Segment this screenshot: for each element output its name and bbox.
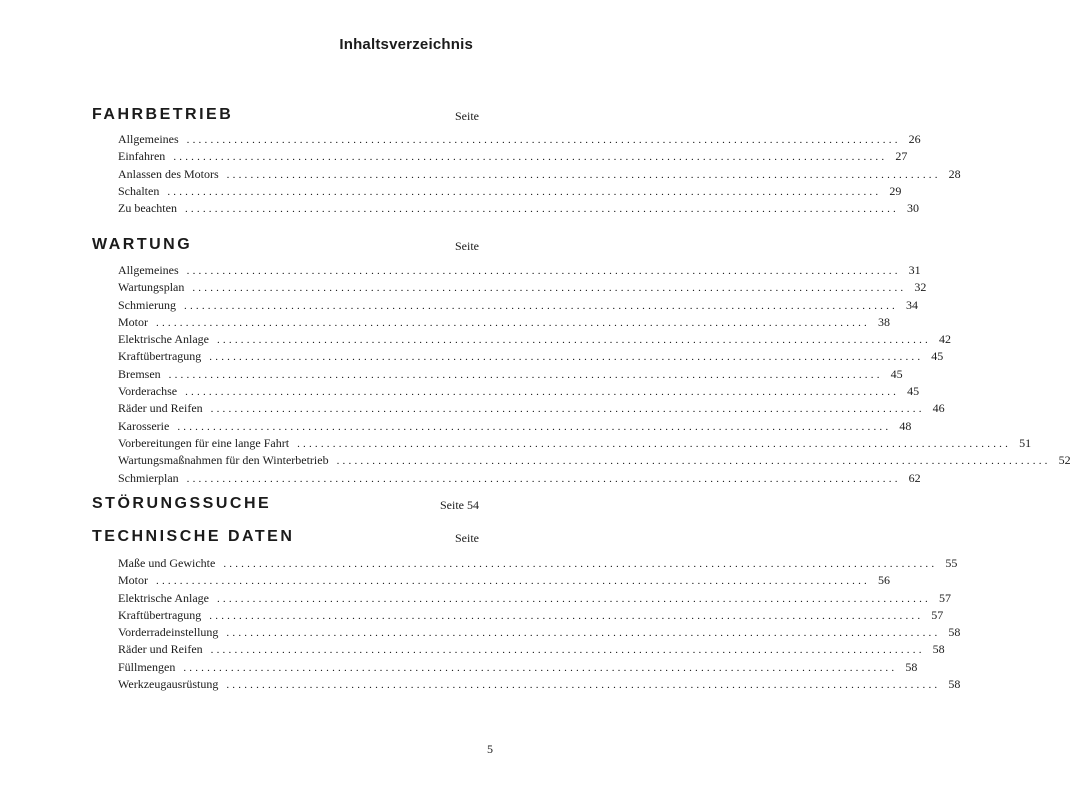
section-page-label: Seite [455,531,479,545]
section-title: WARTUNG [92,236,193,253]
leader-dots: ........................................................................................................................ [216,592,931,605]
toc-entry-label: Elektrische Anlage [118,332,209,347]
toc-entry-label: Allgemeines [118,263,179,277]
section-page-label: Seite [455,109,479,123]
toc-entry-label: Schmierplan [118,470,179,485]
toc-entry[interactable] [118,676,961,693]
toc-entry-label: Räder und Reifen [118,642,203,657]
leader-dots: ........................................................................................................................ [184,203,899,216]
toc-entry[interactable] [118,383,920,400]
leader-dots: ........................................................................................................................ [216,334,931,347]
toc-entry-label: Maße und Gewichte [118,556,216,570]
section-title: FAHRBETRIEB [92,106,234,123]
leader-dots: ........................................................................................................................ [185,386,900,399]
toc-entry[interactable] [118,366,903,383]
toc-entry[interactable] [118,400,945,417]
toc-entry-page: 38 [878,314,890,329]
section-page-label: Seite 54 [440,498,479,512]
leader-dots: ........................................................................................................................ [209,609,924,622]
toc-entry[interactable] [118,435,1032,452]
toc-entry[interactable] [118,331,951,348]
leader-dots: ........................................................................................................................ [297,437,1012,450]
toc-entry-label: Kraftübertragung [118,349,202,364]
toc-entry-label: Wartungsmaßnahmen für den Winterbetrieb [118,453,329,468]
toc-entry[interactable] [118,624,961,641]
toc-entry-page: 58 [948,677,961,692]
leader-dots: ........................................................................................................................ [168,368,883,381]
toc-entry[interactable] [118,641,945,658]
toc-entry[interactable] [118,659,918,676]
section-header-wartung [92,234,479,256]
toc-entry-page: 57 [931,607,944,622]
toc-entry-label: Bremsen [118,366,161,381]
toc-entry-label: Anlassen des Motors [118,166,219,181]
toc-entry[interactable] [118,148,908,165]
toc-entry-page: 62 [908,470,921,485]
toc-entry-label: Einfahren [118,149,166,164]
toc-entry[interactable] [118,262,921,279]
toc-entry-label: Kraftübertragung [118,607,202,622]
leader-dots: ........................................................................................................................ [173,151,888,164]
leader-dots: ........................................................................................................................ [177,420,892,433]
toc-entry[interactable] [118,555,958,572]
toc-entry-page: 48 [899,418,912,433]
page-title: Inhaltsverzeichnis [339,36,473,53]
toc-entry[interactable] [118,418,912,435]
section-title: TECHNISCHE DATEN [92,528,295,545]
toc-entry[interactable] [118,590,951,607]
toc-entry-label: Werkzeugausrüstung [118,677,219,692]
leader-dots: ........................................................................................................................ [226,627,941,640]
toc-entry-page: 30 [906,201,919,216]
toc-entry-page: 58 [932,642,945,657]
toc-entry-page: 31 [908,263,921,277]
toc-entry[interactable] [118,200,919,217]
toc-entry[interactable] [118,607,944,624]
leader-dots: ........................................................................................................................ [336,455,1051,468]
leader-dots: ........................................................................................................................ [186,265,901,277]
toc-entry-label: Allgemeines [118,132,179,146]
leader-dots: ........................................................................................................................ [210,644,925,657]
toc-entry-page: 55 [945,556,958,570]
toc-entry[interactable] [118,348,944,365]
toc-entry[interactable] [118,131,921,148]
leader-dots: ........................................................................................................................ [209,351,924,364]
toc-entry-page: 57 [938,590,951,605]
toc-entry-label: Räder und Reifen [118,401,203,416]
toc-entry-label: Schalten [118,183,160,198]
page-number: 5 [487,742,493,756]
section-title: STÖRUNGSSUCHE [92,495,272,512]
toc-entry-label: Schmierung [118,297,176,312]
section-page-label: Seite [455,239,479,253]
toc-entry-label: Füllmengen [118,659,176,674]
toc-entry-page: 32 [914,280,927,295]
leader-dots: ........................................................................................................................ [183,661,898,674]
toc-entry-page: 42 [938,332,951,347]
section-header-technische-daten [92,526,479,548]
toc-entry-page: 29 [889,183,902,198]
toc-entry-page: 46 [932,401,945,416]
leader-dots: ........................................................................................................................ [186,472,901,485]
toc-entry-label: Vorderachse [118,384,178,399]
toc-entry-page: 26 [908,132,921,146]
toc-entry-label: Elektrische Anlage [118,590,209,605]
toc-entry-page: 45 [931,349,944,364]
section-header-fahrbetrieb [92,104,479,126]
leader-dots: ........................................................................................................................ [226,679,941,692]
leader-dots: ........................................................................................................................ [156,316,870,329]
toc-entry-page: 28 [948,166,961,181]
toc-entry-page: 56 [878,573,890,588]
leader-dots: ........................................................................................................................ [156,575,870,588]
toc-entry[interactable] [118,452,1071,469]
toc-entry-page: 52 [1058,453,1071,468]
toc-entry[interactable] [118,470,921,487]
toc-entry-page: 58 [905,659,918,674]
toc-entry-label: Karosserie [118,418,170,433]
leader-dots: ........................................................................................................................ [226,168,941,181]
toc-entry-label: Zu beachten [118,201,177,216]
leader-dots: ........................................................................................................................ [186,134,901,146]
leader-dots: ........................................................................................................................ [210,403,925,416]
toc-entry[interactable] [118,183,902,200]
toc-entry[interactable] [118,572,890,589]
toc-entry-page: 34 [906,297,918,312]
section-entries-fahrbetrieb [118,131,961,217]
toc-entry-page: 45 [890,366,903,381]
toc-entry[interactable] [118,166,961,183]
toc-entry[interactable] [118,279,927,296]
leader-dots: ........................................................................................................................ [192,282,907,295]
toc-entry-page: 27 [895,149,908,164]
toc-entry[interactable] [118,314,890,331]
section-entries-wartung [118,262,1071,487]
toc-entry[interactable] [118,297,918,314]
section-entries-technische-daten [118,555,961,693]
leader-dots: ........................................................................................................................ [223,558,938,570]
toc-entry-label: Vorbereitungen für eine lange Fahrt [118,435,290,450]
leader-dots: ........................................................................................................................ [184,299,898,312]
toc-entry-page: 51 [1019,435,1032,450]
toc-entry-label: Motor [118,314,148,329]
section-header-stoerungssuche [92,493,479,515]
leader-dots: ........................................................................................................................ [167,185,882,198]
toc-entry-label: Vorderradeinstellung [118,625,219,640]
toc-entry-page: 45 [907,384,920,399]
toc-entry-page: 58 [948,625,961,640]
toc-entry-label: Wartungsplan [118,280,185,295]
toc-entry-label: Motor [118,573,148,588]
